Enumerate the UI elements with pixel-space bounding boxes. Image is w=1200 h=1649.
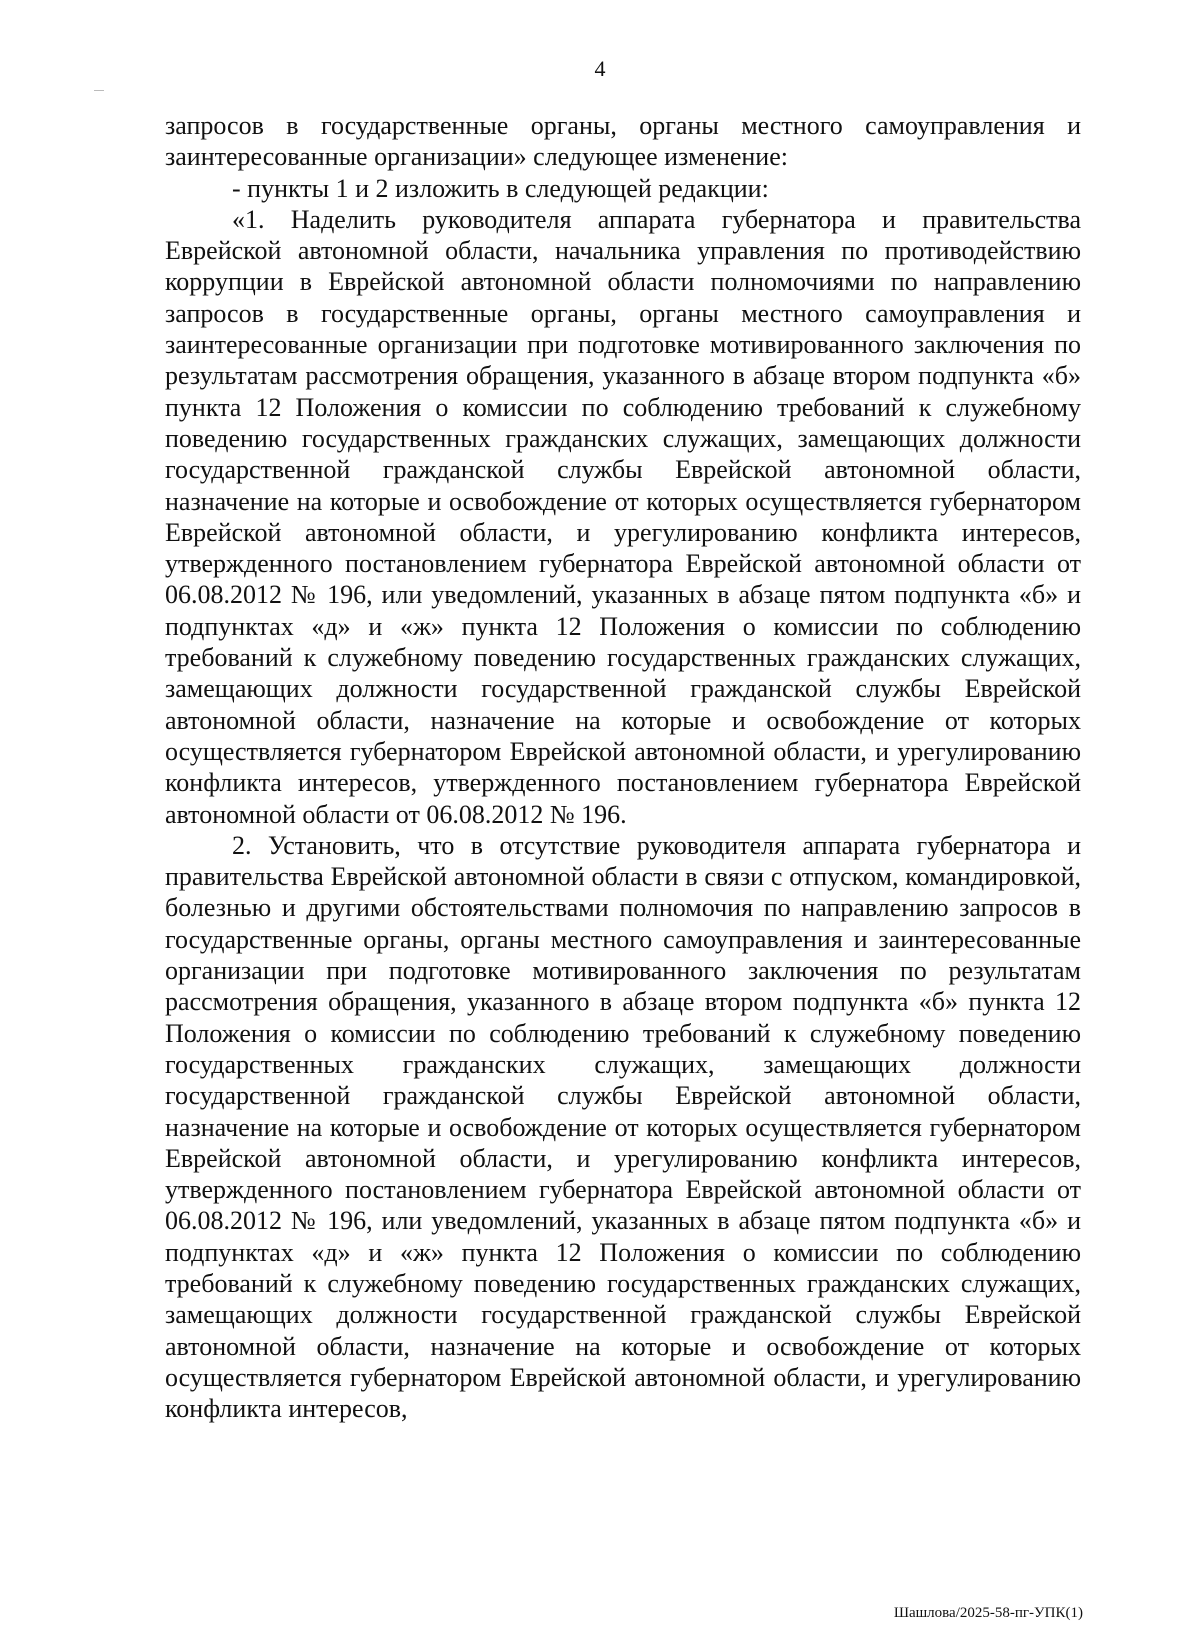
page-number: 4 bbox=[594, 56, 606, 81]
paragraph-item-2: 2. Установить, что в отсутствие руководителя аппарата губернатора и правительства Еврейской автономной области в связи с отпуском, командировкой, болезнью и другими обстоятельствами полномочия по направлению запросов в государственные органы, органы местного самоуправления и заинтересованные организации при подготовке мотивированного заключения по результатам рассмотрения обращения, указанного в абзаце втором подпункта «б» пункта 12 Положения о комиссии по соблюдению требований к служебному поведению государственных гражданских служащих, замещающих должности государственной гражданской службы Еврейской автономной области, назначение на которые и освобождение от которых осуществляется губернатором Еврейской автономной области, и урегулированию конфликта интересов, утвержденного постановлением губернатора Еврейской автономной области от 06.08.2012 № 196, или уведомлений, указанных в абзаце пятом подпункта «б» и подпунктах «д» и «ж» пункта 12 Положения о комиссии по соблюдению требований к служебному поведению государственных гражданских служащих, замещающих должности государственной гражданской службы Еврейской автономной области, назначение на которые и освобождение от которых осуществляется губернатором Еврейской автономной области, и урегулированию конфликта интересов, bbox=[165, 830, 1081, 1424]
paragraph-item-1: «1. Наделить руководителя аппарата губернатора и правительства Еврейской автономной области, начальника управления по противодействию коррупции в Еврейской автономной области полномочиями по направлению запросов в государственные органы, органы местного самоуправления и заинтересованные организации при подготовке мотивированного заключения по результатам рассмотрения обращения, указанного в абзаце втором подпункта «б» пункта 12 Положения о комиссии по соблюдению требований к служебному поведению государственных гражданских служащих, замещающих должности государственной гражданской службы Еврейской автономной области, назначение на которые и освобождение от которых осуществляется губернатором Еврейской автономной области, и урегулированию конфликта интересов, утвержденного постановлением губернатора Еврейской автономной области от 06.08.2012 № 196, или уведомлений, указанных в абзаце пятом подпункта «б» и подпунктах «д» и «ж» пункта 12 Положения о комиссии по соблюдению требований к служебному поведению государственных гражданских служащих, замещающих должности государственной гражданской службы Еврейской автономной области, назначение на которые и освобождение от которых осуществляется губернатором Еврейской автономной области, и урегулированию конфликта интересов, утвержденного постановлением губернатора Еврейской автономной области от 06.08.2012 № 196. bbox=[165, 204, 1081, 829]
paragraph-continuation: запросов в государственные органы, органы местного самоуправления и заинтересованные организации» следующее изменение: bbox=[165, 111, 1081, 172]
document-body bbox=[165, 110, 1081, 1424]
document-reference-footer: Шашлова/2025-58-пг-УПК(1) bbox=[893, 1605, 1083, 1621]
paragraph-amendment-intro: - пункты 1 и 2 изложить в следующей редакции: bbox=[232, 173, 769, 203]
scan-artifact bbox=[94, 90, 104, 91]
